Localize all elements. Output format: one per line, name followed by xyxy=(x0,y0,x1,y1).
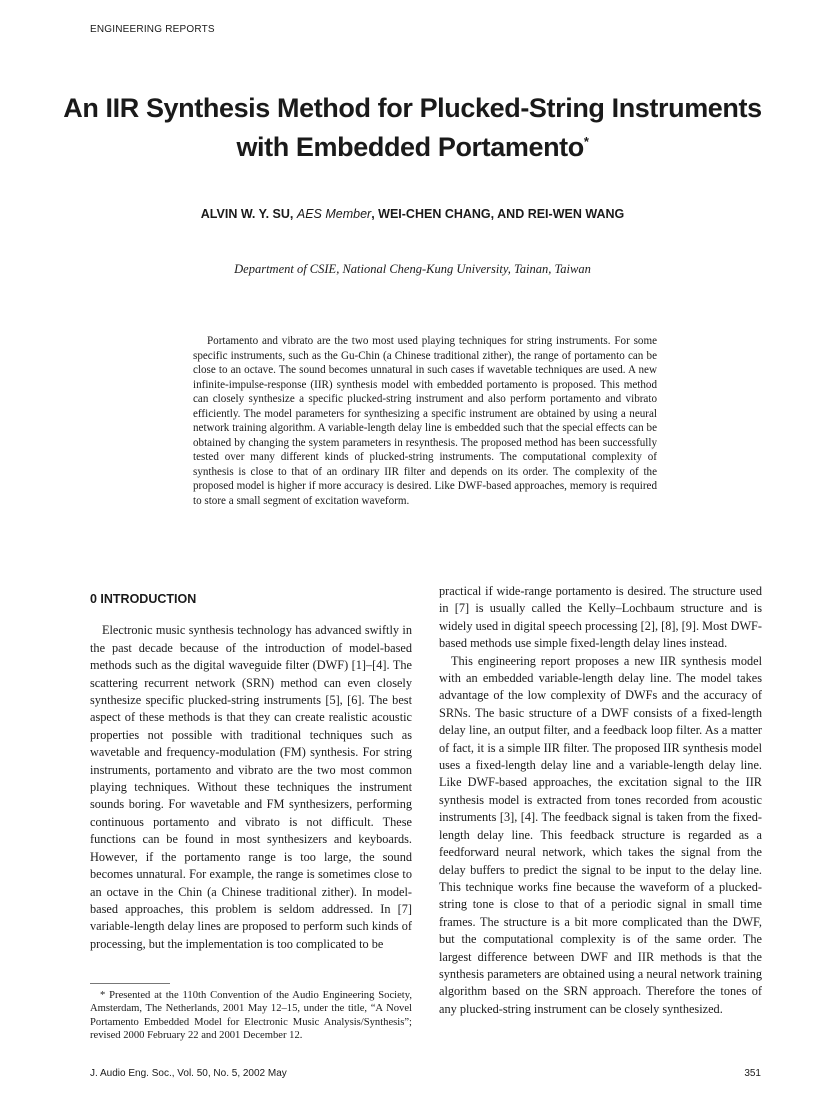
section-heading: 0 INTRODUCTION xyxy=(90,592,197,606)
paper-title xyxy=(60,92,765,164)
title-line-2 xyxy=(60,125,765,164)
page-number: 351 xyxy=(744,1068,761,1079)
running-header: ENGINEERING REPORTS xyxy=(90,24,215,35)
body-column-left xyxy=(90,591,412,953)
title-line-2-text: with Embedded Portamento xyxy=(236,132,584,162)
affiliation: Department of CSIE, National Cheng-Kung University, Tainan, Taiwan xyxy=(234,262,591,276)
author-first: ALVIN W. Y. SU, xyxy=(200,207,294,221)
author-membership: AES Member xyxy=(296,207,372,221)
footnote: * Presented at the 110th Convention of the Audio Engineering Society, Amsterdam, The Netherlands, 2001 May 12–15, under the title, “A Novel Portamento Embedded Model for Electronic Music Analysis/Synthesis”; revised 2000 February 22 and 2001 December 12. xyxy=(90,990,412,1041)
title-footnote-mark: * xyxy=(583,134,589,149)
abstract: Portamento and vibrato are the two most used playing techniques for string instruments. For some specific instruments, such as the Gu-Chin (a Chinese traditional zither), the range of portamento can be close to an octave. The sound becomes unnatural in such cases if wavetable techniques are used. A new infinite-impulse-response (IIR) synthesis model with embedded portamento is proposed. This method can closely synthesize a specific plucked-string instrument and also perform portamento and vibrato efficiently. The model parameters for synthesizing a specific instrument are obtained by using a neural network training algorithm. A variable-length delay line is embedded such that the special effects can be obtained by changing the system parameters in resynthesis. The proposed method has been successfully tested over many different kinds of plucked-string instruments. The computational complexity of synthesis is close to that of an ordinary IIR filter and depends on its order. The complexity of the proposed model is higher if more accuracy is desired. Like DWF-based approaches, memory is required to store a small segment of excitation waveform. xyxy=(193,335,657,507)
author-rest: , WEI-CHEN CHANG, AND REI-WEN WANG xyxy=(371,207,625,221)
journal-citation: J. Audio Eng. Soc., Vol. 50, No. 5, 2002 May xyxy=(90,1068,287,1079)
title-line-1: An IIR Synthesis Method for Plucked-String Instruments xyxy=(63,93,762,123)
body-paragraph-2: This engineering report proposes a new IIR synthesis model with an embedded variable-length delay line. The model takes advantage of the low complexity of DWFs and the accuracy of SRNs. The basic structure of a DWF consists of a fixed-length delay line, an output filter, and a feedback loop filter. As a matter of fact, it is a simple IIR filter. The proposed IIR synthesis model uses a fixed-length delay line and a variable-length delay line. Like DWF-based approaches, the excitation signal to the IIR synthesis model is extracted from tones recorded from acoustic instruments [3], [4]. The feedback signal is taken from the fixed-length delay line. This feedback structure is regarded as a feedforward neural network, which takes the signal from the delay buffers to predict the signal to be input to the delay line. This technique works fine because the waveform of a plucked-string tone is close to that of a periodic signal in small time frames. The structure is a bit more complicated than the DWF, but the computational complexity is of the same order. The largest difference between DWF and IIR methods is that the synthesis parameters are obtained using a neural network training algorithm based on the SRN approach. Therefore the tones of any plucked-string instrument can be closely synthesized. xyxy=(439,653,762,1016)
body-paragraph-1: Electronic music synthesis technology has advanced swiftly in the past decade because of the introduction of model-based methods such as the digital waveguide filter (DWF) [1]–[4]. The scattering recurrent network (SRN) method can even closely synthesize specific plucked-string instruments [5], [6]. The best aspect of these methods is that they can create realistic acoustic properties not possible with traditional techniques such as wavetable and frequency-modulation (FM) synthesis. For string instruments, portamento and vibrato are the two most common playing techniques. Without these techniques the instrument sounds boring. For wavetable and FM synthesizers, performing continuous portamento and vibrato is not difficult. These functions can be found in most synthesizers and keyboards. However, if the portamento range is too large, the sound becomes unnatural. For example, the range is sometimes close to an octave in the Chin (a Chinese traditional zither). In model-based approaches, this problem is seldom addressed. In [7] variable-length delay lines are proposed to perform such kinds of processing, but the implementation is too complicated to be xyxy=(90,623,412,951)
body-paragraph-1-continued: practical if wide-range portamento is desired. The structure used in [7] is usually called the Kelly–Lochbaum structure and is widely used in digital speech processing [2], [8], [9]. Most DWF-based methods use simple fixed-length delay lines instead. xyxy=(439,584,762,651)
author-line xyxy=(60,207,765,221)
footnote-divider xyxy=(90,983,170,984)
body-column-right xyxy=(439,583,762,1018)
